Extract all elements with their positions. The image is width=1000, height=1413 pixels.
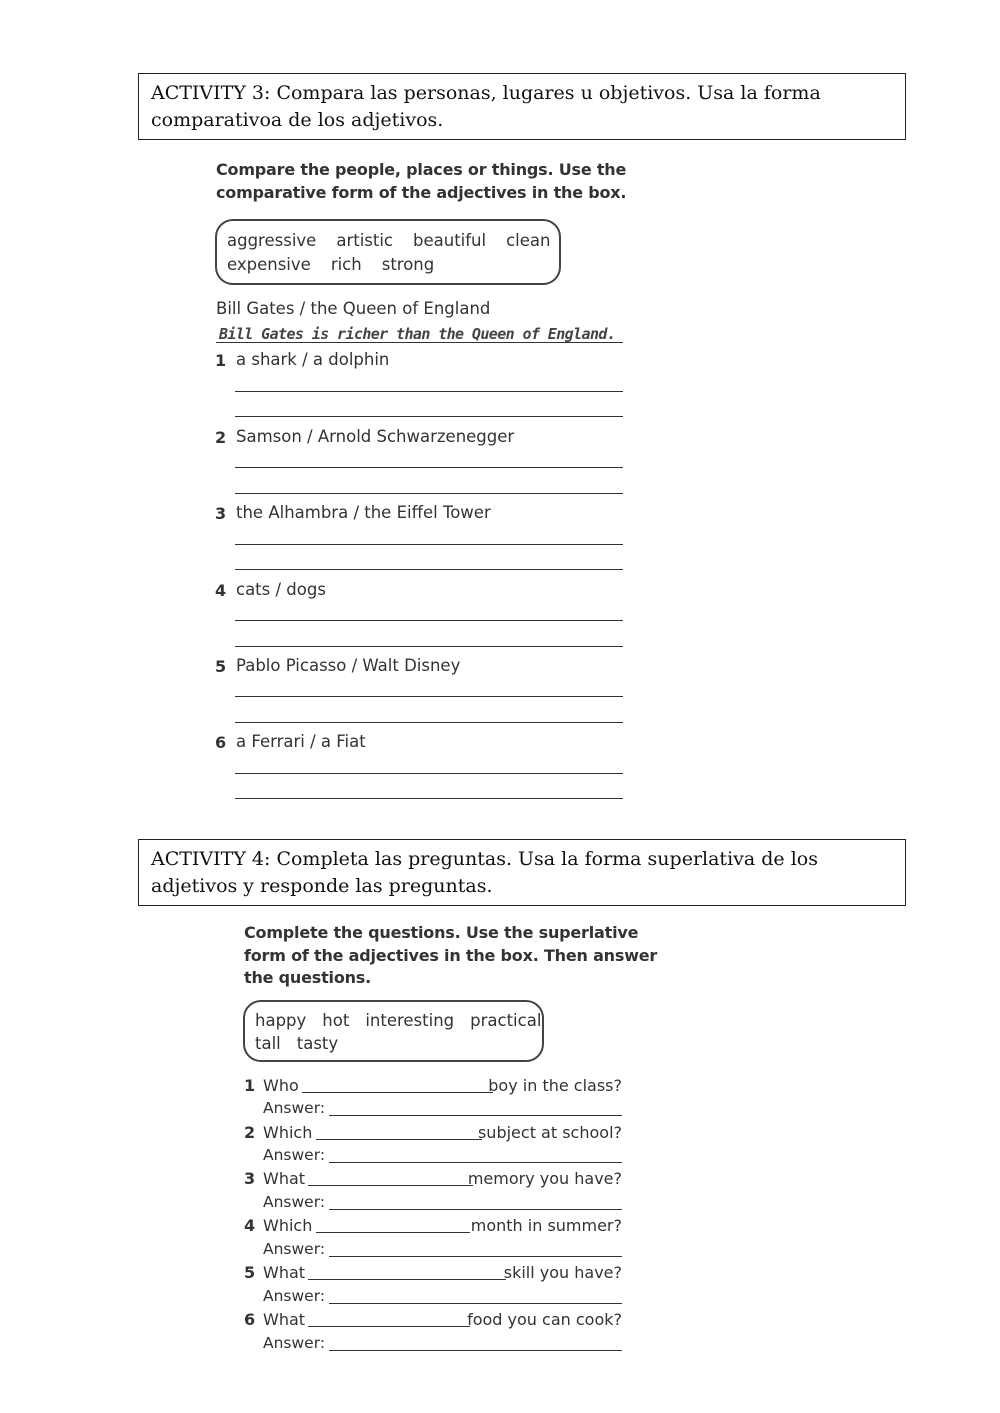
- answer-line[interactable]: [235, 620, 623, 621]
- activity4-header-box: [138, 839, 906, 906]
- answer-line[interactable]: [235, 569, 623, 570]
- question-row: [244, 1076, 622, 1100]
- word-box-word: rich: [330, 255, 362, 274]
- item-number: 1: [215, 351, 227, 370]
- question-row: [244, 1169, 622, 1193]
- answer-blank[interactable]: [329, 1350, 622, 1351]
- item-prompt: Pablo Picasso / Walt Disney: [236, 656, 461, 675]
- item-number: 5: [215, 657, 227, 676]
- question-blank[interactable]: [316, 1232, 470, 1233]
- question-end: boy in the class?: [488, 1076, 622, 1095]
- item-number: 3: [215, 504, 227, 523]
- activity4-instruction-line2: form of the adjectives in the box. Then answer: [244, 945, 658, 965]
- answer-line[interactable]: [235, 391, 623, 392]
- activity3-instructions: [216, 159, 626, 204]
- question-end: food you can cook?: [467, 1310, 622, 1329]
- activity3-word-box: [215, 219, 561, 285]
- word-box-word: artistic: [336, 231, 393, 250]
- answer-label: Answer:: [263, 1193, 326, 1211]
- word-box-word: expensive: [227, 255, 311, 274]
- answer-row: [263, 1146, 622, 1168]
- question-number: 2: [244, 1123, 256, 1142]
- answer-blank[interactable]: [329, 1115, 622, 1116]
- question-number: 3: [244, 1169, 256, 1188]
- activity4-instruction-line1: Complete the questions. Use the superlative: [244, 923, 639, 942]
- question-start: What: [263, 1263, 306, 1282]
- answer-row: [263, 1334, 622, 1356]
- example-answer: Bill Gates is richer than the Queen of England.: [219, 325, 616, 343]
- activity3-title-line2: comparativoa de los adjetivos.: [151, 109, 444, 131]
- answer-label: Answer:: [263, 1099, 326, 1117]
- word-box-word: tasty: [296, 1034, 339, 1053]
- answer-label: Answer:: [263, 1334, 326, 1352]
- activity3-title-line1: ACTIVITY 3: Compara las personas, lugares u objetivos. Usa la forma: [151, 82, 821, 104]
- word-box-word: clean: [506, 231, 551, 250]
- answer-line[interactable]: [235, 722, 623, 723]
- question-row: [244, 1123, 622, 1147]
- question-row: [244, 1263, 622, 1287]
- question-blank[interactable]: [308, 1326, 470, 1327]
- answer-blank[interactable]: [329, 1256, 622, 1257]
- question-blank[interactable]: [316, 1139, 482, 1140]
- activity4-instruction-line3: the questions.: [244, 968, 371, 987]
- activity3-header-box: [138, 73, 906, 140]
- activity4-word-box: [243, 1000, 544, 1062]
- word-box-row: [255, 1009, 542, 1032]
- word-box-word: aggressive: [227, 231, 317, 250]
- answer-blank[interactable]: [329, 1209, 622, 1210]
- answer-line[interactable]: [235, 493, 623, 494]
- activity4-title-line1: ACTIVITY 4: Completa las preguntas. Usa la forma superlativa de los: [151, 848, 818, 870]
- activity3-instruction-line1: Compare the people, places or things. Use the: [216, 160, 627, 179]
- question-number: 4: [244, 1216, 256, 1235]
- question-end: skill you have?: [503, 1263, 622, 1282]
- answer-row: [263, 1240, 622, 1262]
- answer-label: Answer:: [263, 1146, 326, 1164]
- answer-blank[interactable]: [329, 1303, 622, 1304]
- question-blank[interactable]: [302, 1092, 493, 1093]
- activity3-instruction-line2: comparative form of the adjectives in the box.: [216, 182, 627, 202]
- item-number: 6: [215, 733, 227, 752]
- question-start: What: [263, 1310, 306, 1329]
- answer-label: Answer:: [263, 1240, 326, 1258]
- example-answer-line: [216, 342, 623, 343]
- question-end: memory you have?: [467, 1169, 622, 1188]
- answer-line[interactable]: [235, 798, 623, 799]
- answer-line[interactable]: [235, 467, 623, 468]
- word-box-word: practical: [470, 1011, 542, 1030]
- word-box-word: strong: [381, 255, 435, 274]
- item-prompt: Samson / Arnold Schwarzenegger: [236, 427, 515, 446]
- question-start: What: [263, 1169, 306, 1188]
- word-box-word: hot: [322, 1011, 350, 1030]
- answer-blank[interactable]: [329, 1162, 622, 1163]
- question-start: Which: [263, 1123, 313, 1142]
- item-prompt: cats / dogs: [236, 580, 326, 599]
- word-box-row: [227, 229, 549, 253]
- item-prompt: a Ferrari / a Fiat: [236, 732, 366, 751]
- question-start: Who: [263, 1076, 299, 1095]
- word-box-word: interesting: [365, 1011, 455, 1030]
- question-row: [244, 1310, 622, 1334]
- word-box-row: [227, 253, 549, 277]
- answer-row: [263, 1099, 622, 1121]
- question-end: subject at school?: [477, 1123, 622, 1142]
- question-number: 6: [244, 1310, 256, 1329]
- word-box-row: [255, 1032, 532, 1055]
- answer-line[interactable]: [235, 544, 623, 545]
- question-blank[interactable]: [308, 1185, 473, 1186]
- example-prompt: Bill Gates / the Queen of England: [216, 299, 491, 318]
- answer-label: Answer:: [263, 1287, 326, 1305]
- answer-line[interactable]: [235, 646, 623, 647]
- question-row: [244, 1216, 622, 1240]
- answer-line[interactable]: [235, 696, 623, 697]
- word-box-word: tall: [255, 1034, 281, 1053]
- activity4-instructions: [244, 922, 657, 990]
- item-number: 2: [215, 428, 227, 447]
- item-prompt: a shark / a dolphin: [236, 350, 390, 369]
- answer-line[interactable]: [235, 416, 623, 417]
- word-box-word: beautiful: [413, 231, 487, 250]
- answer-row: [263, 1193, 622, 1215]
- question-end: month in summer?: [470, 1216, 622, 1235]
- answer-line[interactable]: [235, 773, 623, 774]
- answer-row: [263, 1287, 622, 1309]
- question-blank[interactable]: [308, 1279, 506, 1280]
- question-start: Which: [263, 1216, 313, 1235]
- question-number: 5: [244, 1263, 256, 1282]
- question-number: 1: [244, 1076, 256, 1095]
- activity4-title-line2: adjetivos y responde las preguntas.: [151, 875, 493, 897]
- item-number: 4: [215, 581, 227, 600]
- item-prompt: the Alhambra / the Eiffel Tower: [236, 503, 491, 522]
- word-box-word: happy: [255, 1011, 307, 1030]
